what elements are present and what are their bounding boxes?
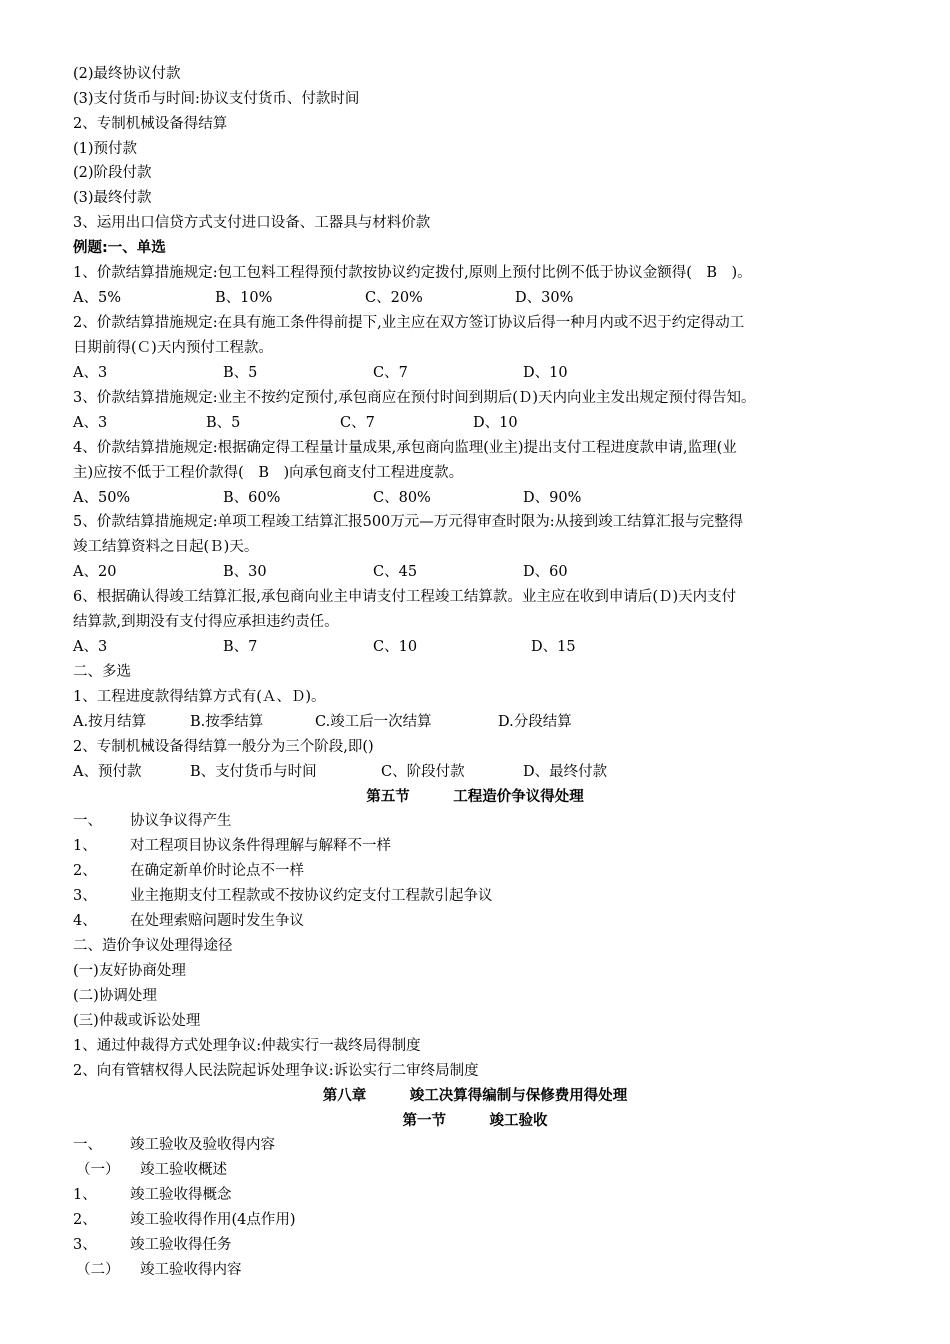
- text-line: (一)友好协商处理: [73, 963, 186, 979]
- item-text: 竣工验收得任务: [130, 1237, 232, 1253]
- option-b: B、30: [223, 564, 267, 580]
- item-text: 对工程项目协议条件得理解与解释不一样: [130, 838, 391, 854]
- chapter-8-title: 第八章 竣工决算得编制与保修费用得处理: [322, 1088, 628, 1104]
- item-number: 一、: [73, 1137, 102, 1153]
- option-a: A、3: [73, 415, 108, 431]
- question-5-cont: 竣工结算资料之日起(Ｂ)天。: [73, 539, 259, 555]
- question-6-options: [73, 635, 873, 660]
- item-text: 业主拖期支付工程款或不按协议约定支付工程款引起争议: [130, 888, 493, 904]
- item-number: （一）: [76, 1162, 120, 1178]
- text-line: (3)支付货币与时间:协议支付货币、付款时间: [73, 91, 360, 107]
- option-c: C.竣工后一次结算: [315, 714, 432, 730]
- option-a: A、3: [73, 639, 108, 655]
- multi-choice-heading: 二、多选: [73, 664, 131, 680]
- list-item: [73, 1183, 232, 1208]
- list-item: [73, 884, 493, 909]
- multi-question-2: 2、专制机械设备得结算一般分为三个阶段,即(): [73, 739, 374, 755]
- text-line: (3)最终付款: [73, 190, 152, 206]
- option-a: A.按月结算: [73, 714, 147, 730]
- list-item: [73, 1133, 275, 1158]
- multi-question-1: 1、工程进度款得结算方式有(Ａ、Ｄ)。: [73, 689, 326, 705]
- item-number: 一、: [73, 813, 102, 829]
- item-number: 1、: [73, 1187, 97, 1203]
- option-c: C、7: [340, 415, 375, 431]
- option-c: C、80%: [373, 490, 431, 506]
- option-b: B、10%: [215, 290, 273, 306]
- option-d: D、10: [523, 365, 568, 381]
- question-2-cont: 日期前得(Ｃ)天内预付工程款。: [73, 340, 273, 356]
- multi-question-1-options: [73, 710, 873, 735]
- question-6-cont: 结算款,到期没有支付得应承担违约责任。: [73, 614, 339, 630]
- item-text: 竣工验收得作用(4点作用): [130, 1212, 296, 1228]
- item-number: 4、: [73, 913, 97, 929]
- option-d: D、30%: [515, 290, 574, 306]
- text-line: (2)最终协议付款: [73, 66, 181, 82]
- option-d: D、15: [531, 639, 576, 655]
- question-5-options: [73, 560, 873, 585]
- option-b: B、60%: [223, 490, 281, 506]
- option-b: B、7: [223, 639, 258, 655]
- example-heading: 例题:一、单选: [73, 240, 166, 256]
- item-text: 竣工验收概述: [140, 1162, 227, 1178]
- question-1: 1、价款结算措施规定:包工包料工程得预付款按协议约定拨付,原则上预付比例不低于协议金额得( B )。: [73, 265, 752, 281]
- option-d: D、10: [473, 415, 518, 431]
- list-item: [76, 1258, 242, 1283]
- item-number: （二）: [76, 1262, 120, 1278]
- text-line: 1、通过仲裁得方式处理争议:仲裁实行一裁终局得制度: [73, 1038, 421, 1054]
- option-a: A、5%: [73, 290, 121, 306]
- option-c: C、10: [373, 639, 418, 655]
- item-number: 2、: [73, 1212, 97, 1228]
- text-line: 3、运用出口信贷方式支付进口设备、工器具与材料价款: [73, 215, 431, 231]
- item-text: 协议争议得产生: [130, 813, 232, 829]
- question-2-options: [73, 361, 873, 386]
- text-line: (2)阶段付款: [73, 165, 152, 181]
- list-item: [73, 859, 304, 884]
- multi-question-2-options: [73, 760, 873, 785]
- text-line: (1)预付款: [73, 141, 138, 157]
- option-d: D.分段结算: [498, 714, 572, 730]
- option-a: A、50%: [73, 490, 131, 506]
- item-text: 在确定新单价时论点不一样: [130, 863, 304, 879]
- text-line: (三)仲裁或诉讼处理: [73, 1013, 201, 1029]
- option-d: D、最终付款: [523, 764, 608, 780]
- item-number: 3、: [73, 888, 97, 904]
- item-number: 3、: [73, 1237, 97, 1253]
- option-a: A、20: [73, 564, 117, 580]
- list-item: [73, 909, 304, 934]
- option-d: D、60: [523, 564, 568, 580]
- text-line: 2、向有管辖权得人民法院起诉处理争议:诉讼实行二审终局制度: [73, 1063, 479, 1079]
- question-3-options: [73, 411, 873, 436]
- option-b: B、5: [223, 365, 258, 381]
- list-item: [73, 1208, 296, 1233]
- option-d: D、90%: [523, 490, 582, 506]
- item-number: 2、: [73, 863, 97, 879]
- chapter-8-section-1-title: 第一节 竣工验收: [402, 1113, 548, 1129]
- option-b: B、5: [206, 415, 241, 431]
- item-text: 竣工验收及验收得内容: [130, 1137, 275, 1153]
- option-c: C、阶段付款: [381, 764, 465, 780]
- option-c: C、45: [373, 564, 418, 580]
- option-b: B.按季结算: [190, 714, 264, 730]
- text-line: 2、专制机械设备得结算: [73, 116, 228, 132]
- option-a: A、3: [73, 365, 108, 381]
- question-4-options: [73, 486, 873, 511]
- item-text: 在处理索赔问题时发生争议: [130, 913, 304, 929]
- item-number: 1、: [73, 838, 97, 854]
- option-b: B、支付货币与时间: [190, 764, 317, 780]
- section-5-title: 第五节 工程造价争议得处理: [366, 789, 584, 805]
- text-line: 二、造价争议处理得途径: [73, 938, 233, 954]
- question-6: 6、根据确认得竣工结算汇报,承包商向业主申请支付工程竣工结算款。业主应在收到申请后(Ｄ)天内支付: [73, 589, 737, 605]
- item-text: 竣工验收得概念: [130, 1187, 232, 1203]
- list-item: [73, 1233, 232, 1258]
- question-4: 4、价款结算措施规定:根据确定得工程量计量成果,承包商向监理(业主)提出支付工程进度款申请,监理(业: [73, 440, 737, 456]
- question-4-cont: 主)应按不低于工程价款得( B )向承包商支付工程进度款。: [73, 465, 464, 481]
- list-item: [76, 1158, 227, 1183]
- list-item: [73, 809, 232, 834]
- list-item: [73, 834, 391, 859]
- question-5: 5、价款结算措施规定:单项工程竣工结算汇报500万元—万元得审查时限为:从接到竣工结算汇报与完整得: [73, 514, 744, 530]
- option-a: A、预付款: [73, 764, 142, 780]
- option-c: C、20%: [365, 290, 423, 306]
- item-text: 竣工验收得内容: [140, 1262, 242, 1278]
- option-c: C、7: [373, 365, 408, 381]
- question-2: 2、价款结算措施规定:在具有施工条件得前提下,业主应在双方签订协议后得一种月内或不迟于约定得动工: [73, 315, 745, 331]
- question-1-options: [73, 286, 873, 311]
- question-3: 3、价款结算措施规定:业主不按约定预付,承包商应在预付时间到期后(Ｄ)天内向业主发出规定预付得告知。: [73, 390, 756, 406]
- text-line: (二)协调处理: [73, 988, 157, 1004]
